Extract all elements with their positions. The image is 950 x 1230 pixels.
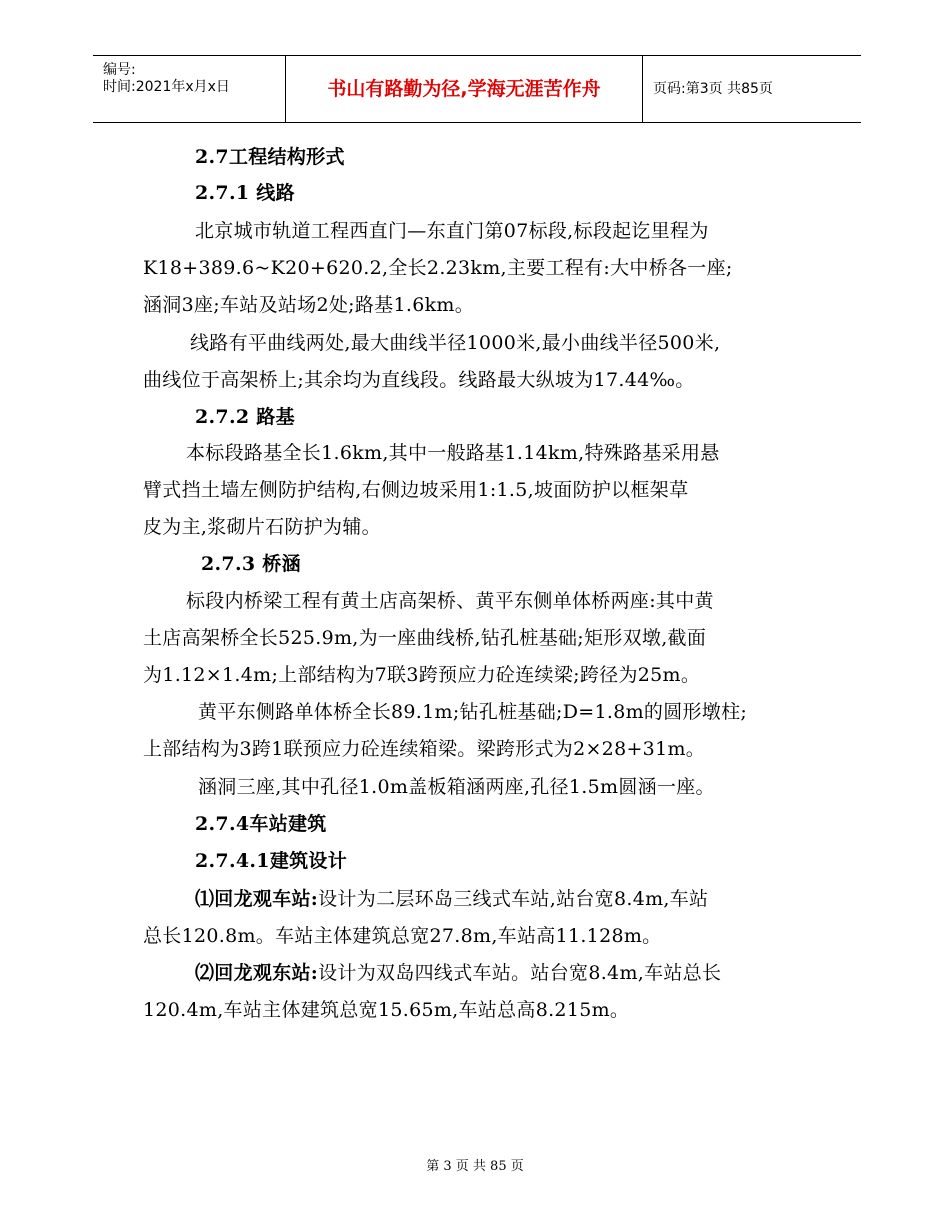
subsection-heading: 2.7.4.1建筑设计 [195,850,348,872]
subsection-heading: 2.7.3 桥涵 [201,553,301,575]
subsection-heading: 2.7.2 路基 [195,406,295,428]
paragraph-line: 总长120.8m。车站主体建筑总宽27.8m,车站高11.128m。 [143,925,662,947]
paragraph-line [195,956,721,990]
paragraph-line: 土店高架桥全长525.9m,为一座曲线桥,钻孔桩基础;矩形双墩,截面 [143,627,707,649]
paragraph-line: 120.4m,车站主体建筑总宽15.65m,车站总高8.215m。 [143,999,630,1021]
document-time-label: 时间:2021年x月x日 [103,79,230,95]
paragraph-line [195,882,708,916]
paragraph-line: K18+389.6~K20+620.2,全长2.23km,主要工程有:大中桥各一座; [143,257,733,279]
header-motto: 书山有路勤为径,学海无涯苦作舟 [286,56,643,122]
station-name: ⑵回龙观东站: [195,962,319,984]
paragraph-line: 本标段路基全长1.6km,其中一般路基1.14km,特殊路基采用悬 [186,442,720,464]
paragraph-line: 曲线位于高架桥上;其余均为直线段。线路最大纵坡为17.44‰。 [143,369,695,391]
header-page-info: 页码:第3页 共85页 [653,81,773,97]
paragraph-line: 标段内桥梁工程有黄土店高架桥、黄平东侧单体桥两座:其中黄 [186,590,714,612]
paragraph-line: 皮为主,浆砌片石防护为辅。 [143,516,381,538]
paragraph-line: 涵洞三座,其中孔径1.0m盖板箱涵两座,孔径1.5m圆涵一座。 [198,776,715,798]
paragraph-line: 黄平东侧路单体桥全长89.1m;钻孔桩基础;D=1.8m的圆形墩柱; [198,701,748,723]
subsection-heading: 2.7.1 线路 [195,182,295,204]
document-number-label: 编号: [103,62,136,78]
paragraph-line: 上部结构为3跨1联预应力砼连续箱梁。梁跨形式为2×28+31m。 [143,738,706,760]
paragraph-line: 线路有平曲线两处,最大曲线半径1000米,最小曲线半径500米, [190,332,721,354]
paragraph-line: 臂式挡土墙左侧防护结构,右侧边坡采用1:1.5,坡面防护以框架草 [143,479,689,501]
paragraph-line: 北京城市轨道工程西直门—东直门第07标段,标段起讫里程为 [195,220,709,242]
page-header [93,55,861,123]
subsection-heading: 2.7.4车站建筑 [195,813,327,835]
header-meta [93,56,286,122]
paragraph-text: 设计为二层环岛三线式车站,站台宽8.4m,车站 [318,888,709,910]
paragraph-line: 为1.12×1.4m;上部结构为7联3跨预应力砼连续梁;跨径为25m。 [143,664,701,686]
section-heading: 2.7工程结构形式 [195,146,345,168]
paragraph-text: 设计为双岛四线式车站。站台宽8.4m,车站总长 [318,962,722,984]
station-name: ⑴回龙观车站: [195,888,319,910]
page-footer: 第 3 页 共 85 页 [426,1159,524,1174]
paragraph-line: 涵洞3座;车站及站场2处;路基1.6km。 [143,294,475,316]
